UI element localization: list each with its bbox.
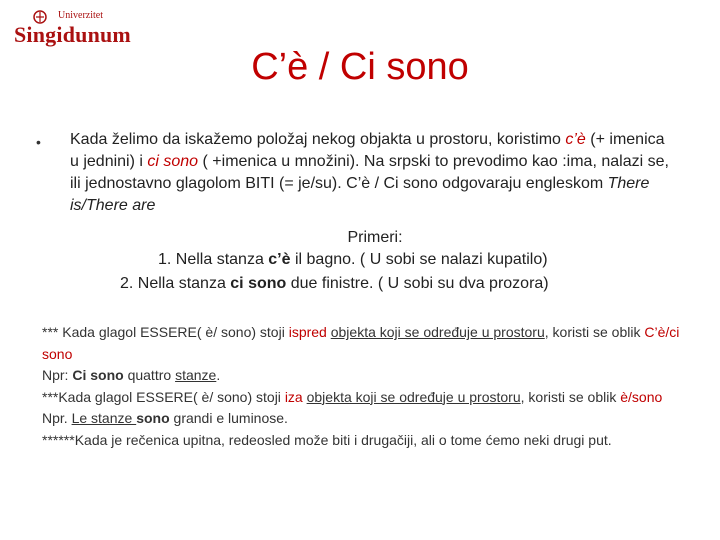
note-3-d: objekta koji se određuje u prostoru [306, 388, 521, 405]
example-1-b: c’è [268, 251, 291, 268]
note-2-e: . [216, 367, 221, 383]
note-3-b: iza [284, 388, 303, 405]
example-1-c: il bagno. ( U sobi se nalazi kupatilo) [290, 251, 548, 268]
bullet-marker: • [36, 134, 41, 150]
note-1-b: ispred [288, 324, 327, 340]
bullet-paragraph [70, 129, 670, 217]
example-2 [120, 273, 549, 295]
bullet-text-3: ( +imenica u množini). Na srpski to prevodimo kao :ima, nalazi se, ili jednostavno glagolom BITI (= je/su). C’è / Ci sono odgovaraju engleskom [70, 153, 669, 192]
note-3 [42, 387, 682, 409]
note-4 [42, 408, 682, 430]
bullet-text-2: (+ imenica u jednini) i [70, 131, 665, 170]
examples-heading: Primeri: [347, 229, 403, 246]
note-1 [42, 322, 682, 365]
example-1-a: 1. Nella stanza [158, 251, 269, 268]
example-2-a: 2. Nella stanza [120, 275, 231, 292]
note-1-a: *** Kada glagol ESSERE( è/ sono) stoji [42, 324, 289, 340]
notes-block [42, 322, 682, 451]
note-2-d: stanze [175, 367, 217, 383]
note-1-f: C’è/ci sono [42, 324, 680, 362]
note-1-d: objekta koji se određuje u prostoru [330, 324, 545, 340]
note-4-c: sono [136, 410, 170, 426]
note-4-b: Le stanze [71, 410, 137, 426]
note-2-c: quattro [123, 367, 176, 383]
university-logo [14, 10, 131, 48]
note-5: ******Kada je rečenica upitna, redeosled može biti i drugačiji, ali o tome ćemo neki drugi put. [42, 431, 612, 448]
note-3-e: , koristi se oblik [520, 388, 621, 405]
example-2-c: due finistre. ( U sobi su dva prozora) [286, 275, 549, 292]
note-2-a: Npr: [42, 367, 73, 383]
example-1 [158, 249, 548, 271]
note-1-e: , koristi se oblik [544, 324, 645, 340]
note-4-a: Npr. [42, 410, 72, 426]
logo-university-text: Univerzitet [58, 10, 103, 21]
note-2 [42, 365, 682, 387]
example-2-b: ci sono [230, 275, 287, 292]
note-2-b: Ci sono [72, 367, 124, 383]
term-ce: c’è [565, 131, 586, 148]
term-ci-sono: ci sono [147, 153, 199, 170]
note-3-a: ***Kada glagol ESSERE( è/ sono) stoji [42, 388, 285, 405]
term-there: There is/There are [70, 175, 650, 214]
slide-title: C’è / Ci sono [251, 46, 469, 88]
bullet-text-1: Kada želimo da iskažemo položaj nekog objakta u prostoru, koristimo [70, 131, 566, 148]
logo-name-text: Singidunum [14, 22, 131, 47]
note-4-d: grandi e luminose. [169, 410, 288, 426]
note-3-f: è/sono [620, 388, 663, 405]
